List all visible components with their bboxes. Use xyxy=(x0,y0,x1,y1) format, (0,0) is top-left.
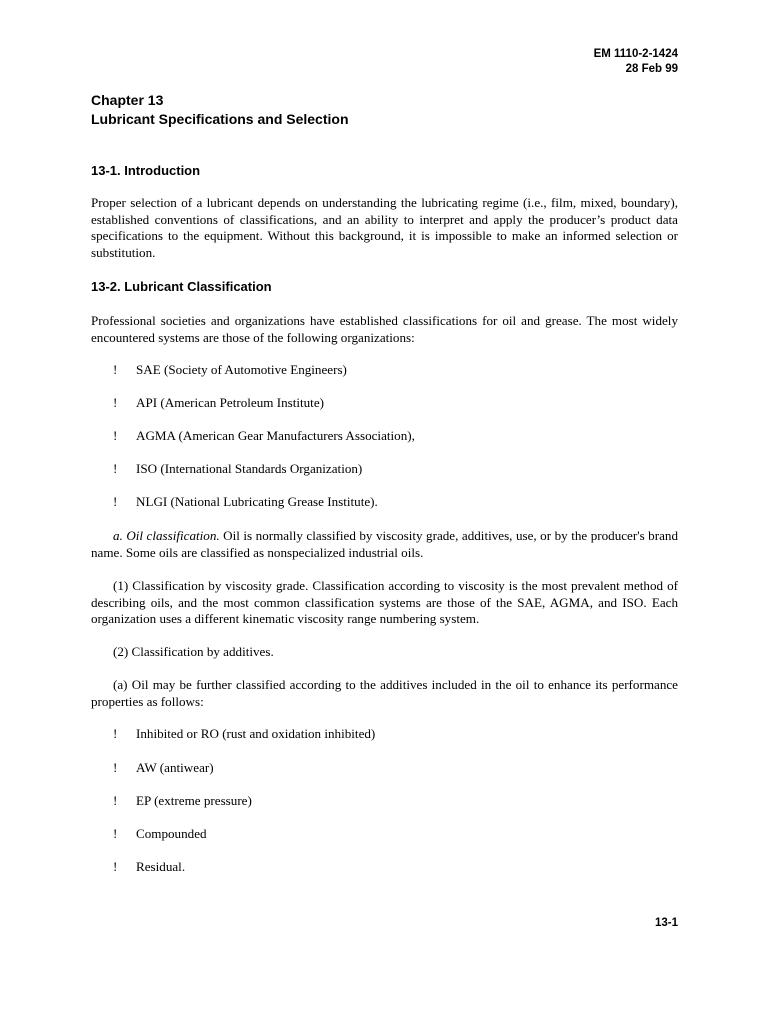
list-item xyxy=(113,793,252,809)
list-item-text: AGMA (American Gear Manufacturers Association), xyxy=(136,428,415,443)
list-item-text: ISO (International Standards Organization) xyxy=(136,461,363,476)
introduction-paragraph: Proper selection of a lubricant depends on understanding the lubricating regime (i.e., film, mixed, boundary), established conventions of classifications, and an ability to interpret and apply the producer’s product data specifications to the equipment. Without this background, it is impossible to make an informed selection or substitution. xyxy=(91,195,678,260)
list-item-text: API (American Petroleum Institute) xyxy=(136,395,324,410)
bullet-mark: ! xyxy=(113,859,118,874)
bullet-mark: ! xyxy=(113,362,118,377)
list-item-text: Inhibited or RO (rust and oxidation inhibited) xyxy=(136,726,376,741)
document-header xyxy=(594,47,678,77)
list-item-text: SAE (Society of Automotive Engineers) xyxy=(136,362,347,377)
additives-paragraph: (a) Oil may be further classified according to the additives included in the oil to enhance its performance properties as follows: xyxy=(91,677,678,709)
document-date: 28 Feb 99 xyxy=(625,63,678,75)
list-item-text: NLGI (National Lubricating Grease Institute). xyxy=(136,494,378,509)
list-item xyxy=(113,826,207,842)
list-item xyxy=(113,726,375,742)
oil-classification-paragraph xyxy=(91,528,678,561)
bullet-mark: ! xyxy=(113,494,118,509)
list-item xyxy=(113,461,362,477)
list-item xyxy=(113,859,185,875)
list-item-text: Compounded xyxy=(136,826,207,841)
list-item xyxy=(113,428,415,444)
bullet-mark: ! xyxy=(113,826,118,841)
classification-paragraph: Professional societies and organizations have established classifications for oil and grease. The most widely encountered systems are those of the following organizations: xyxy=(91,313,678,345)
list-item xyxy=(113,395,324,411)
list-item-text: EP (extreme pressure) xyxy=(136,793,252,808)
list-item xyxy=(113,362,347,378)
bullet-mark: ! xyxy=(113,726,118,741)
list-item-text: AW (antiwear) xyxy=(136,760,214,775)
additives-heading-paragraph: (2) Classification by additives. xyxy=(113,644,274,659)
page-number: 13-1 xyxy=(654,917,678,929)
list-item xyxy=(113,760,214,776)
oil-classification-text: Oil is normally classified by viscosity grade, additives, use, or by the producer's brand name. Some oils are classified as nonspecialized industrial oils. xyxy=(91,528,678,560)
viscosity-grade-paragraph: (1) Classification by viscosity grade. Classification according to viscosity is the most prevalent method of describing oils, and the most common classification systems are those of the SAE, AGMA, and ISO. Each organization uses a different kinematic viscosity range numbering system. xyxy=(91,578,678,626)
section-heading-introduction: 13-1. Introduction xyxy=(91,163,201,178)
bullet-mark: ! xyxy=(113,428,118,443)
bullet-mark: ! xyxy=(113,760,118,775)
list-item-text: Residual. xyxy=(136,859,186,874)
bullet-mark: ! xyxy=(113,395,118,410)
oil-classification-label: a. Oil classification. xyxy=(113,528,220,543)
document-id: EM 1110-2-1424 xyxy=(593,48,678,60)
chapter-title-block xyxy=(91,91,691,129)
chapter-number: Chapter 13 xyxy=(91,92,164,108)
bullet-mark: ! xyxy=(113,461,118,476)
list-item xyxy=(113,494,378,510)
chapter-title: Lubricant Specifications and Selection xyxy=(91,111,349,127)
section-heading-classification: 13-2. Lubricant Classification xyxy=(91,279,272,294)
bullet-mark: ! xyxy=(113,793,118,808)
